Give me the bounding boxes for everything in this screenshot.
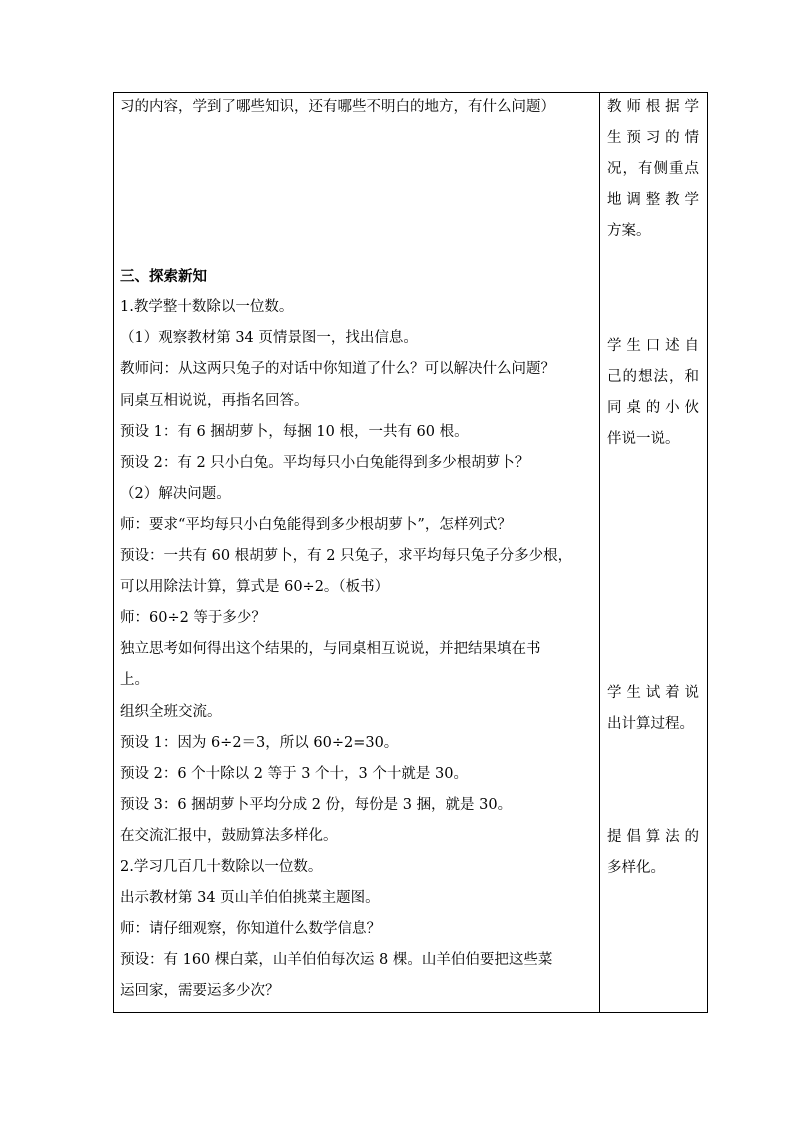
text-line: 预设 2：有 2 只小白兔。平均每只小白兔能得到多少根胡萝卜？ — [120, 455, 530, 471]
text-line: 师：60÷2 等于多少？ — [120, 610, 266, 626]
text-line: 预设：一共有 60 根胡萝卜，有 2 只兔子，求平均每只兔子分多少根， — [120, 548, 573, 564]
text-line: 习的内容，学到了哪些知识，还有哪些不明白的地方，有什么问题） — [120, 99, 555, 115]
text-line: 师：请仔细观察，你知道什么数学信息？ — [120, 921, 381, 937]
side-note-line: 伴说一说。 — [607, 431, 680, 447]
text-line: （2）解决问题。 — [120, 486, 231, 502]
side-note-line: 同桌的小伙 — [607, 400, 699, 416]
text-line: 2.学习几百几十数除以一位数。 — [120, 859, 323, 875]
text-line: 同桌互相说说，再指名回答。 — [120, 393, 309, 409]
side-note-line: 教师根据学 — [607, 99, 699, 115]
section-heading: 三、探索新知 — [120, 268, 207, 285]
text-line: 1.教学整十数除以一位数。 — [120, 299, 294, 315]
side-note-line: 地调整教学 — [607, 192, 699, 208]
side-note-line: 生预习的情 — [607, 130, 699, 146]
text-line: 教师问：从这两只兔子的对话中你知道了什么？可以解决什么问题？ — [120, 361, 555, 377]
side-note-line: 提倡算法的 — [607, 829, 699, 845]
column-divider — [599, 93, 600, 1012]
text-line: 独立思考如何得出这个结果的，与同桌相互说说，并把结果填在书 — [120, 641, 541, 657]
text-line: 在交流汇报中，鼓励算法多样化。 — [120, 828, 338, 844]
text-line: 可以用除法计算，算式是 60÷2。（板书） — [120, 579, 390, 595]
text-line: 预设：有 160 棵白菜，山羊伯伯每次运 8 棵。山羊伯伯要把这些菜 — [120, 952, 553, 968]
text-line: 上。 — [120, 672, 149, 688]
text-line: 出示教材第 34 页山羊伯伯挑菜主题图。 — [120, 890, 380, 906]
text-line: 预设 3：6 捆胡萝卜平均分成 2 份，每份是 3 捆，就是 30。 — [120, 797, 513, 813]
text-line: 师：要求“平均每只小白兔能得到多少根胡萝卜”，怎样列式？ — [120, 517, 512, 533]
text-line: （1）观察教材第 34 页情景图一，找出信息。 — [120, 330, 418, 346]
side-note-line: 学生试着说 — [607, 685, 699, 701]
text-line: 运回家，需要运多少次？ — [120, 983, 280, 999]
side-note-line: 己的想法，和 — [607, 369, 699, 385]
side-note-line: 况，有侧重点 — [607, 161, 699, 177]
text-line: 预设 2：6 个十除以 2 等于 3 个十，3 个十就是 30。 — [120, 766, 468, 782]
lesson-plan-table — [113, 92, 708, 1013]
side-note-line: 学生口述自 — [607, 338, 699, 354]
side-note-line: 多样化。 — [607, 860, 665, 876]
text-line: 预设 1：因为 6÷2＝3，所以 60÷2=30。 — [120, 735, 399, 751]
side-note-line: 方案。 — [607, 223, 651, 239]
text-line: 预设 1：有 6 捆胡萝卜，每捆 10 根，一共有 60 根。 — [120, 424, 469, 440]
text-line: 组织全班交流。 — [120, 704, 222, 720]
side-note-line: 出计算过程。 — [607, 716, 694, 732]
